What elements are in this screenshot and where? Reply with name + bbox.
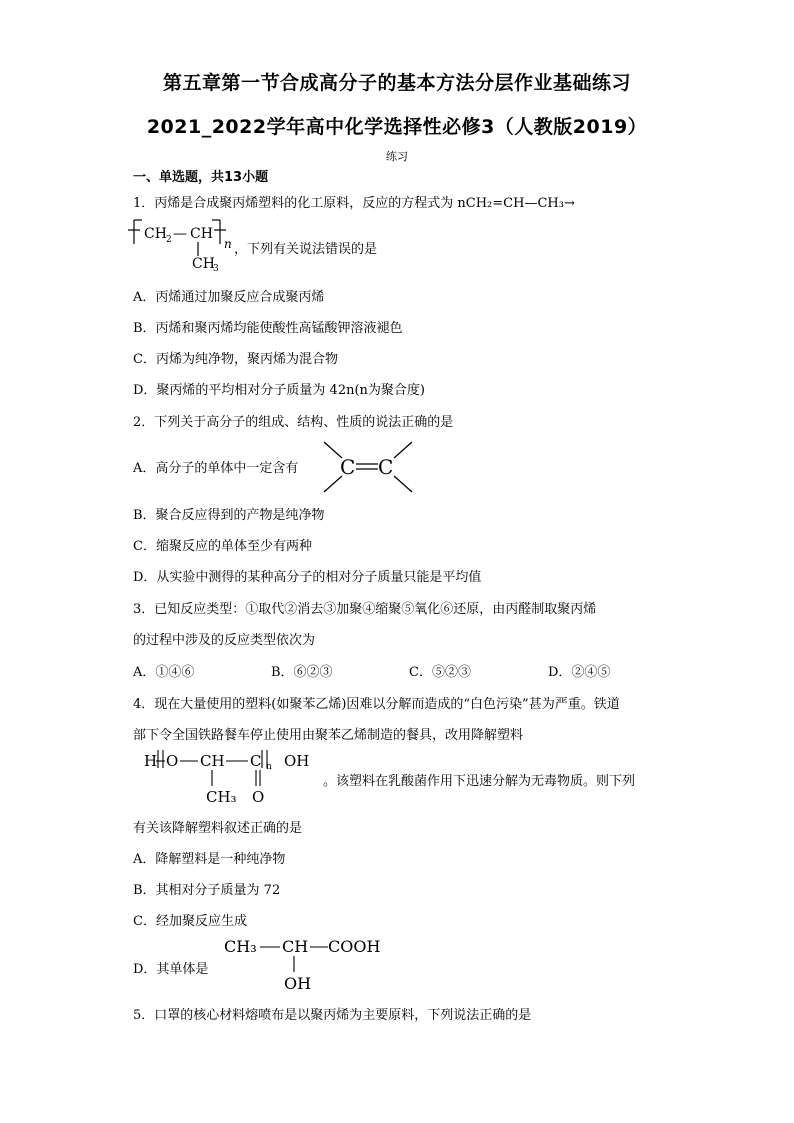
q2-option-d[interactable]: D．从实验中测得的某种高分子的相对分子质量只能是平均值 bbox=[133, 570, 482, 585]
q3-stem-1: 3．已知反应类型：①取代②消去③加聚④缩聚⑤氧化⑥还原，由丙醛制取聚丙烯 bbox=[133, 602, 597, 617]
q3-option-a[interactable]: A．①④⑥ bbox=[133, 665, 195, 680]
q4-option-d[interactable]: D．其单体是 bbox=[133, 962, 209, 977]
q2-stem: 2．下列关于高分子的组成、结构、性质的说法正确的是 bbox=[133, 415, 454, 430]
q1-formula-ch2: CH bbox=[144, 226, 167, 242]
q4-formula-h: H bbox=[144, 752, 158, 770]
q2-c-right: C bbox=[378, 455, 394, 479]
q1-formula-ch3: CH bbox=[192, 256, 215, 272]
document-title-line-1: 第五章第一节合成高分子的基本方法分层作业基础练习 bbox=[162, 72, 631, 94]
q1-formula-sub2: 2 bbox=[166, 235, 172, 245]
document-title-line-2: 2021_2022学年高中化学选择性必修3（人教版2019） bbox=[146, 116, 648, 138]
q4-option-b[interactable]: B．其相对分子质量为 72 bbox=[133, 883, 281, 898]
q2-option-c[interactable]: C．缩聚反应的单体至少有两种 bbox=[133, 539, 312, 554]
q4-formula-oh: OH bbox=[284, 752, 310, 770]
q5-stem: 5．口罩的核心材料熔喷布是以聚丙烯为主要原料，下列说法正确的是 bbox=[133, 1008, 532, 1023]
q2-c-left: C bbox=[340, 455, 356, 479]
q4-monomer-ch3: CH₃ bbox=[224, 937, 257, 956]
q4-formula-ch: CH bbox=[200, 752, 225, 770]
q4-stem-4: 有关该降解塑料叙述正确的是 bbox=[133, 821, 303, 836]
q1-stem: 1．丙烯是合成聚丙烯塑料的化工原料，反应的方程式为 nCH₂=CH—CH₃→ bbox=[133, 196, 575, 211]
q1-option-c[interactable]: C．丙烯为纯净物，聚丙烯为混合物 bbox=[133, 352, 338, 367]
q1-formula-n: n bbox=[224, 237, 232, 251]
q4-monomer-ch: CH bbox=[282, 937, 309, 956]
q4-formula-o2: O bbox=[252, 788, 265, 806]
q2-option-a[interactable]: A．高分子的单体中一定含有 bbox=[133, 461, 299, 476]
q4-formula-o: O bbox=[166, 752, 179, 770]
q4-monomer-cooh: COOH bbox=[328, 937, 381, 956]
q1-formula-dash: — bbox=[173, 226, 187, 242]
q3-option-b[interactable]: B．⑥②③ bbox=[271, 665, 333, 680]
q4-option-a[interactable]: A．降解塑料是一种纯净物 bbox=[133, 852, 286, 867]
q4-monomer-oh: OH bbox=[284, 974, 312, 993]
q1-option-d[interactable]: D．聚丙烯的平均相对分子质量为 42n(n为聚合度) bbox=[133, 383, 425, 398]
q1-formula-sub3: 3 bbox=[213, 264, 219, 272]
q4-formula-c: C bbox=[250, 752, 262, 770]
q4-stem-3: 。该塑料在乳酸菌作用下迅速分解为无毒物质。则下列 bbox=[323, 774, 636, 789]
q2-option-b[interactable]: B．聚合反应得到的产物是纯净物 bbox=[133, 508, 325, 523]
q4-stem-1: 4．现在大量使用的塑料(如聚苯乙烯)因难以分解而造成的“白色污染”甚为严重。铁道 bbox=[133, 697, 620, 712]
q1-stem-tail: ，下列有关说法错误的是 bbox=[234, 242, 378, 257]
q1-polypropylene-formula bbox=[128, 216, 238, 272]
q1-formula-ch: CH bbox=[190, 226, 213, 242]
q4-lactic-acid-monomer bbox=[222, 932, 392, 994]
q3-option-d[interactable]: D．②④⑤ bbox=[548, 665, 611, 680]
q4-option-c[interactable]: C．经加聚反应生成 bbox=[133, 914, 247, 929]
document-subtitle: 练习 bbox=[386, 150, 408, 163]
q1-option-a[interactable]: A．丙烯通过加聚反应合成聚丙烯 bbox=[133, 290, 325, 305]
section-header: 一、单选题，共13小题 bbox=[133, 170, 269, 185]
q4-polylactic-acid-formula bbox=[142, 744, 322, 808]
q4-formula-ch3: CH₃ bbox=[206, 788, 237, 806]
q2-alkene-double-bond bbox=[316, 436, 416, 498]
q1-option-b[interactable]: B．丙烯和聚丙烯均能使酸性高锰酸钾溶液褪色 bbox=[133, 321, 403, 336]
q4-stem-2: 部下令全国铁路餐车停止使用由聚苯乙烯制造的餐具，改用降解塑料 bbox=[133, 728, 524, 743]
q3-stem-2: 的过程中涉及的反应类型依次为 bbox=[133, 633, 316, 648]
q4-formula-n: n bbox=[266, 762, 272, 772]
q3-option-c[interactable]: C．⑤②③ bbox=[409, 665, 471, 680]
